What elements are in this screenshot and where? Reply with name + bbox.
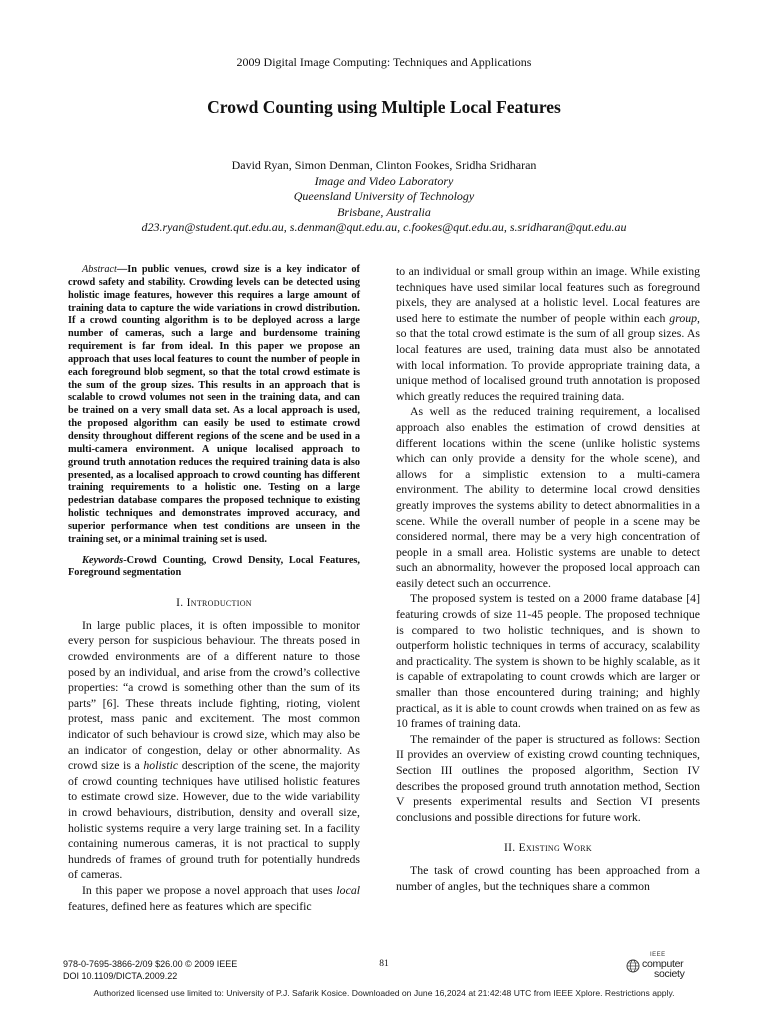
logo-society-text: society	[654, 968, 685, 980]
text-run: In this paper we propose a novel approach that uses	[82, 882, 333, 897]
emphasis: holistic	[143, 758, 179, 773]
section-heading-introduction	[68, 596, 360, 612]
page-number: 81	[379, 959, 389, 969]
text-run: In large public places, it is often impossible to monitor every person for suspicious behaviour. The threats posed in crowded environments are of a different nature to those posed by an individual, and arise from the crowd’s collective properties: “a crowd is something other than the sum of its parts” [6]. These threats include fighting, rioting, violent protest, mass panic and excitement. The most common indicator of such behaviour is crowd size, which may also be an indicator of congestion, delay or other abnormality. As crowd size is a	[68, 617, 360, 773]
right-column	[396, 264, 700, 894]
intro-paragraph-4: The proposed system is tested on a 2000 frame database [4] featuring crowds of size 11-45 people. The proposed technique is compared to two holistic techniques, and is shown to outperform holistic techniques in terms of accuracy, scalability and practicality. The system is shown to be highly scalable, as it is capable of extrapolating to count crowds which are larger or smaller than those encountered during training; and highly practical, as it is able to count crowds when trained on as few as 10 frames of training data.	[396, 591, 700, 731]
logo-ieee-text: IEEE	[650, 952, 666, 958]
section-title: Introduction	[186, 597, 252, 610]
abstract-dash: —	[116, 264, 128, 275]
footer-isbn: 978-0-7695-3866-2/09 $26.00 © 2009 IEEE	[63, 959, 238, 969]
author-emails: d23.ryan@student.qut.edu.au, s.denman@qut.edu.au, c.fookes@qut.edu.au, s.sridharan@qut.edu.au	[141, 220, 627, 234]
keywords-text: -Crowd Counting, Crowd Density, Local Features, Foreground segmentation	[68, 554, 360, 579]
footer-doi: DOI 10.1109/DICTA.2009.22	[63, 971, 178, 981]
text-run: to an individual or small group within an image. While existing techniques have used similar local features such as foreground pixels, they are analysed at a holistic level. Local features are used here to estimate the number of people within each	[396, 264, 700, 325]
abstract-text: In public venues, crowd size is a key indicator of crowd safety and stability. Crowding levels can be detected using holistic image features, however this requires a large amount of training data to capture the wide variations in crowd distribution. If a crowd counting algorithm is to be deployed across a large number of cameras, such a large and burdensome training requirement is far from ideal. In this paper we propose an approach that uses local features to count the number of people in each foreground blob segment, so that the total crowd estimate is the sum of the group sizes. This results in an approach that is scalable to crowd volumes not seen in the training data, and can be trained on a very small data set. As a local approach is used, the proposed algorithm can easily be used to estimate crowd density throughout different regions of the scene and be used in a multi-camera environment. A unique localised approach to ground truth annotation reduces the required training data is also presented, as a localised approach to crowd counting has different training requirements to a holistic one. Testing on a large pedestrian database compares the proposed technique to existing holistic techniques and demonstrates improved accuracy, and superior performance when test conditions are unseen in the training set, or a minimal training set is used.	[68, 264, 360, 545]
section-heading-existing-work	[396, 841, 700, 857]
author-names: David Ryan, Simon Denman, Clinton Fookes, Sridha Sridharan	[231, 158, 537, 172]
existing-work-paragraph-1: The task of crowd counting has been approached from a number of angles, but the techniques share a common	[396, 862, 700, 893]
text-run: features, defined here as features which are specific	[68, 898, 312, 913]
author-location: Brisbane, Australia	[337, 204, 431, 219]
section-number: I.	[176, 597, 184, 610]
intro-paragraph-5: The remainder of the paper is structured as follows: Section II provides an overview of existing crowd counting techniques, Section III outlines the proposed algorithm, Section IV describes the proposed ground truth annotation method, Section V presents experimental results and Section VI presents conclusions and possible directions for future work.	[396, 731, 700, 824]
logo-computer-text: computer	[642, 958, 684, 970]
keywords	[68, 555, 360, 581]
section-title: Existing Work	[518, 842, 592, 855]
intro-paragraph-3: As well as the reduced training requirement, a localised approach also enables the estimation of crowd densities at different locations within the scene (unlike holistic systems which can only provide a density for the whole scene), and allows for a simplistic extension to a multi-camera environment. The ability to determine local crowd densities greatly improves the systems ability to detect abnormalities in a scene. While the overall number of people in a scene may be considered normal, there may be a very high concentration of people in a small area. Holistic systems are unable to detect such an abnormality, however the proposed local approach can easily detect such an occurrence.	[396, 404, 700, 590]
abstract-label: Abstract	[82, 264, 117, 275]
conference-header: 2009 Digital Image Computing: Techniques and Applications	[236, 55, 532, 69]
abstract	[68, 264, 360, 547]
section-number: II.	[504, 842, 516, 855]
paper-title: Crowd Counting using Multiple Local Features	[207, 97, 561, 117]
intro-paragraph-2-continued	[396, 264, 700, 404]
ieee-computer-society-logo	[626, 952, 696, 980]
author-block	[0, 158, 768, 236]
intro-paragraph-1	[68, 618, 360, 883]
author-university: Queensland University of Technology	[293, 189, 475, 203]
globe-icon	[626, 959, 640, 973]
left-column	[68, 264, 360, 914]
keywords-label: Keywords	[82, 554, 124, 566]
text-run: description of the scene, the majority of crowd counting techniques have utilised holistic features to estimate crowd size. However, due to the wide variability in crowd behaviours, distribution, density and overall size, holistic systems require a very large training set. In a facility containing numerous cameras, it is not practical to supply hundreds of frames of ground truth for potentially hundreds of cameras.	[68, 758, 361, 882]
license-notice: Authorized licensed use limited to: University of P.J. Safarik Kosice. Downloaded on June 16,2024 at 21:42:48 UTC from IEEE Xplore. Restrictions apply.	[93, 988, 675, 998]
author-lab: Image and Video Laboratory	[314, 173, 454, 188]
intro-paragraph-2	[68, 883, 360, 914]
emphasis: local	[336, 882, 360, 897]
text-run: , so that the total crowd estimate is the sum of all group sizes. As local features are used, training data must also be annotated with local information. To provide appropriate training data, a unique method of localised ground truth annotation is proposed which greatly reduces the required training data.	[396, 310, 700, 403]
emphasis: group	[669, 310, 698, 325]
